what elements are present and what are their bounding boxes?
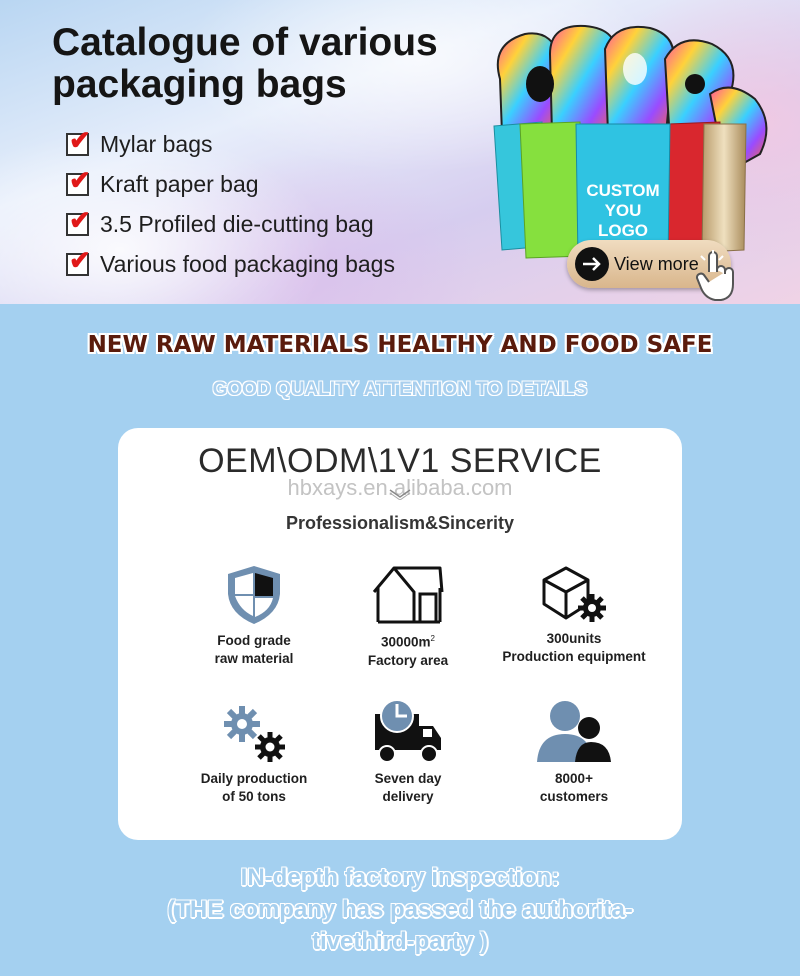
stat-factory-area — [314, 564, 502, 670]
feature-list — [66, 124, 395, 284]
view-more-label: View more — [614, 253, 699, 274]
gears-icon — [218, 702, 290, 764]
stat-line: of 50 tons — [222, 789, 286, 804]
stat-line: Food grade — [217, 633, 291, 648]
watermark-text: hbxays.en.alibaba.com — [287, 475, 513, 500]
checked-checkbox-icon: ✔ — [66, 173, 89, 196]
feature-label: 3.5 Profiled die-cutting bag — [100, 210, 374, 237]
customers-icon — [535, 698, 613, 764]
stat-line: 8000+ — [555, 771, 593, 786]
inspection-line: tivethird-party ) — [311, 928, 488, 955]
stat-label — [480, 630, 668, 666]
product-label-line: CUSTOM — [586, 181, 660, 200]
delivery-truck-icon — [373, 698, 443, 764]
stat-delivery — [314, 698, 502, 806]
hero-title: Catalogue of various packaging bags — [52, 21, 438, 106]
card-title: OEM\ODM\1V1 SERVICE — [198, 442, 602, 480]
superscript: 2 — [430, 634, 435, 643]
checked-checkbox-icon: ✔ — [66, 213, 89, 236]
feature-label: Various food packaging bags — [100, 250, 395, 277]
checked-checkbox-icon: ✔ — [66, 253, 89, 276]
box-gear-icon — [540, 564, 608, 624]
stat-line: 30000m — [381, 634, 431, 650]
stat-line: Production equipment — [502, 649, 646, 664]
pointer-hand-icon — [693, 250, 739, 302]
product-label-line: YOU — [604, 201, 642, 220]
factory-icon — [370, 564, 446, 624]
stat-line: Factory area — [367, 652, 449, 668]
headline: NEW RAW MATERIALS HEALTHY AND FOOD SAFE — [87, 332, 713, 358]
feature-item — [66, 124, 395, 164]
feature-label: Mylar bags — [100, 130, 213, 157]
arrow-right-icon — [575, 247, 609, 281]
hero-banner — [0, 0, 800, 304]
feature-item — [66, 164, 395, 204]
shield-icon — [226, 564, 282, 626]
packaging-bags-image — [480, 24, 780, 264]
inspection-line: IN-depth factory inspection: — [240, 864, 560, 891]
stat-line: customers — [539, 789, 609, 804]
service-card — [118, 428, 682, 840]
inspection-note — [0, 862, 800, 958]
feature-item — [66, 204, 395, 244]
stat-line: delivery — [382, 789, 434, 804]
stat-line: 300units — [546, 631, 602, 646]
stat-line: raw material — [214, 651, 294, 666]
inspection-line: (THE company has passed the authorita- — [167, 896, 633, 923]
product-label-line: LOGO — [597, 221, 649, 240]
subheadline: GOOD QUALITY ATTENTION TO DETAILS — [212, 379, 588, 400]
stat-line: Seven day — [374, 771, 442, 786]
stat-label — [480, 770, 668, 806]
stat-equipment — [480, 564, 668, 666]
stat-label — [314, 770, 502, 806]
feature-item — [66, 244, 395, 284]
card-subtitle: Professionalism&Sincerity — [285, 513, 515, 533]
stat-line: Daily production — [200, 771, 308, 786]
feature-label: Kraft paper bag — [100, 170, 259, 197]
chevron-down-icon — [388, 488, 412, 500]
stat-label — [314, 630, 502, 670]
stat-customers — [480, 698, 668, 806]
checked-checkbox-icon: ✔ — [66, 133, 89, 156]
